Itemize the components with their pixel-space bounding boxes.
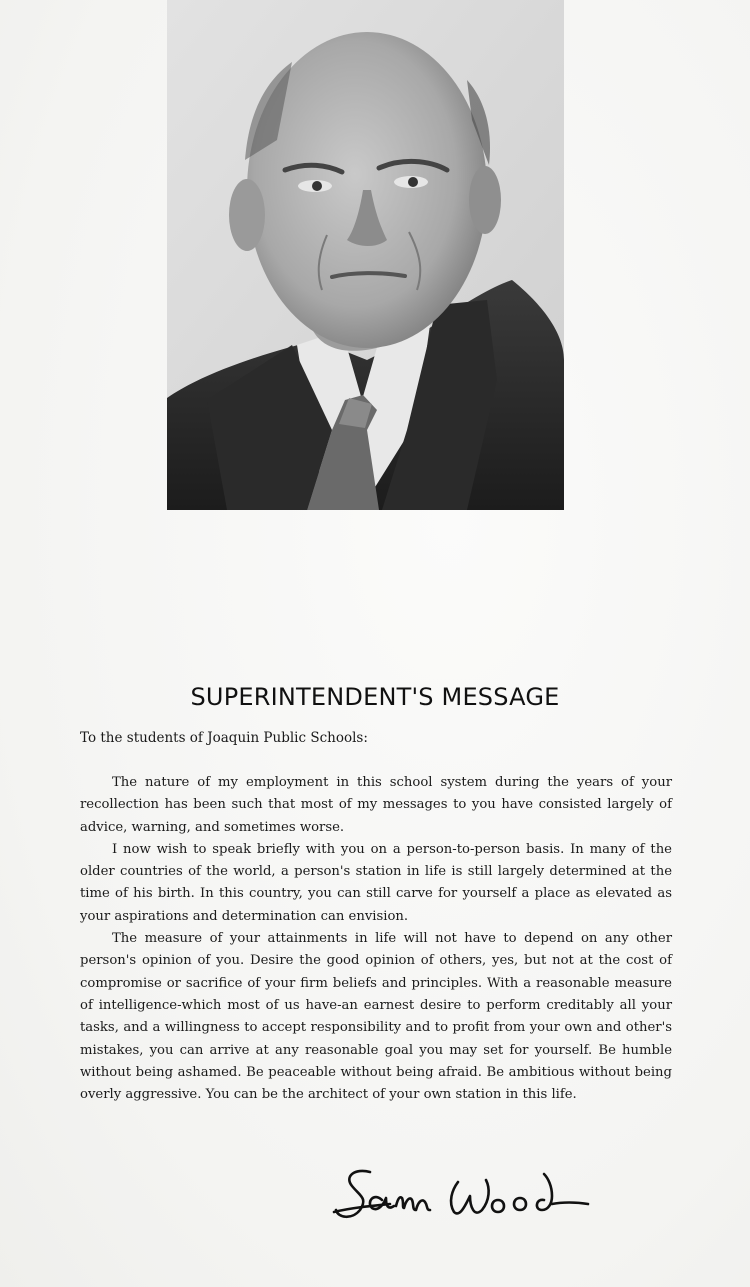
message-paragraph: The measure of your attainments in life will not have to depend on any other person's opinion of you. Desire the good opinion of others, yes, but not at the cost of compromise or sacrifice of your firm beliefs and principles. With a reasonable measure of intelligence-which most of us have-an earnest desire to perform creditably all your tasks, and a willingness to accept responsibility and to profit from your own and other's mistakes, you can arrive at any reasonable goal you may set for yourself. Be humble without being ashamed. Be peaceable without being afraid. Be ambitious without being overly aggressive. You can be the architect of your own station in this life. [80,931,672,1103]
message-paragraph: The nature of my employment in this school system during the years of your recollection has been such that most of my messages to you have consisted largely of advice, warning, and sometimes worse. [80,775,672,835]
message-paragraph: I now wish to speak briefly with you on a person-to-person basis. In many of the older countries of the world, a person's station in life is still largely determined at the time of his birth. In this country, you can still carve for yourself a place as elevated as your aspirations and determination can envision. [80,841,672,924]
portrait-photo [167,0,564,510]
signature-scribble [330,1160,595,1230]
page-title: SUPERINTENDENT'S MESSAGE [190,683,560,711]
signature [330,1160,595,1230]
portrait-illustration [167,0,564,510]
message-body [80,772,672,1106]
salutation: To the students of Joaquin Public Schools: [80,730,368,746]
